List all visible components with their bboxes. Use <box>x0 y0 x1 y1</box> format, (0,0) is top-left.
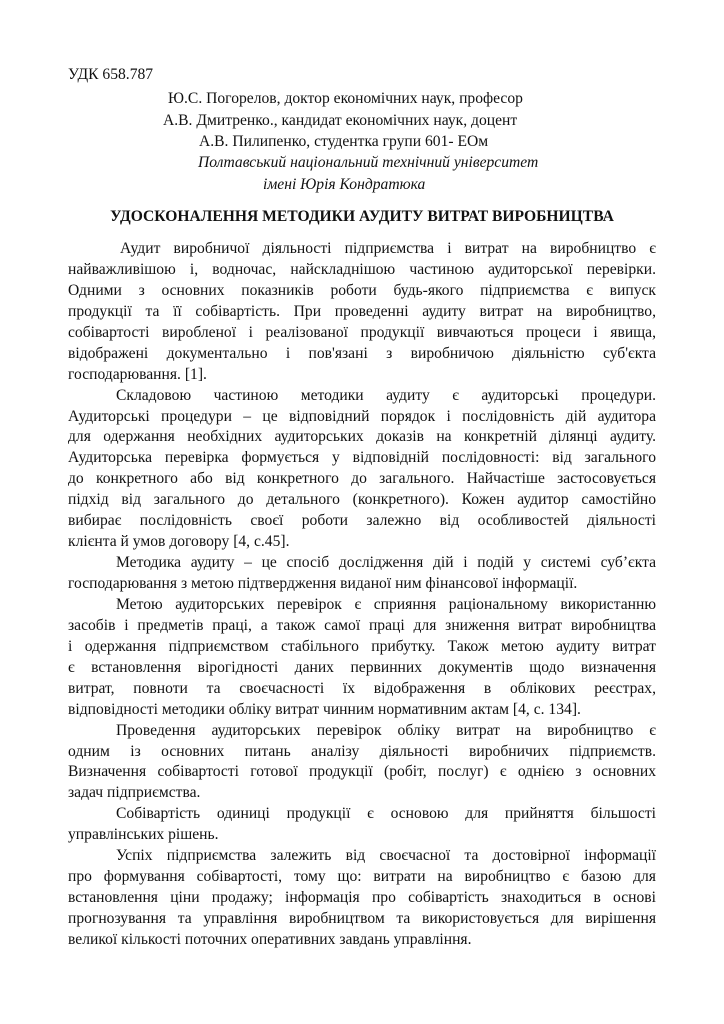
text-line: управлінських рішень. <box>68 826 219 844</box>
udk-code: УДК 658.787 <box>68 66 154 83</box>
text-line: є встановлення вірогідності даних первинних документів щодо визначення <box>68 658 656 676</box>
text-line: підхід від загального до детального (конкретного). Кожен аудитор самостійно <box>68 491 656 509</box>
text-line: Аудиторська перевірка формується у відповідній послідовності: від загального <box>68 449 656 467</box>
text-line: засобів і предметів праці, а також самої праці для зниження витрат виробництва <box>68 616 656 634</box>
article-title: УДОСКОНАЛЕННЯ МЕТОДИКИ АУДИТУ ВИТРАТ ВИРОБНИЦТВА <box>110 208 614 225</box>
text-line: господарювання з метою підтвердження виданої ним фінансової інформації. <box>68 575 578 592</box>
paragraph <box>68 239 656 386</box>
affiliation-line: імені Юрія Кондратюка <box>263 176 426 193</box>
paragraph <box>68 553 656 595</box>
article-body <box>68 239 656 951</box>
paragraph <box>68 386 656 554</box>
text-line: Методика аудиту – це спосіб дослідження дій і подій у системі суб’єкта <box>116 554 656 572</box>
text-line: Успіх підприємства залежить від своєчасної та достовірної інформації <box>116 847 656 865</box>
text-line: господарювання. [1]. <box>68 365 207 383</box>
text-line: Складовою частиною методики аудиту є аудиторські процедури. <box>116 386 656 404</box>
text-line: Собівартість одиниці продукції є основою для прийняття більшості <box>116 805 656 823</box>
text-line: до конкретного або від конкретного до загального. Найчастіше застосовується <box>68 470 656 488</box>
text-line: Одними з основних показників роботи будь-якого підприємства є випуск <box>68 281 656 299</box>
text-line: одним із основних питань аналізу діяльності виробничих підприємств. <box>68 742 656 760</box>
text-line: Аудиторські процедури – це відповідний порядок і послідовність дій аудитора <box>68 407 656 425</box>
author-line: А.В. Дмитренко., кандидат економічних наук, доцент <box>163 112 518 129</box>
paragraph <box>68 804 656 846</box>
text-line: і одержання підприємством стабільного прибутку. Також метою аудиту витрат <box>68 637 656 655</box>
paragraph <box>68 721 656 805</box>
text-line: клієнта й умов договору [4, с.45]. <box>68 533 290 551</box>
text-line: Визначення собівартості готової продукції (робіт, послуг) є однією з основних <box>68 763 656 781</box>
text-line: про формування собівартості, тому що: витрати на виробництво є базою для <box>68 868 656 886</box>
paragraph <box>68 846 656 951</box>
text-line: собівартості виробленої і реалізованої продукції вивчаються процеси і явища, <box>68 323 656 341</box>
text-line: Проведення аудиторських перевірок обліку витрат на виробництво є <box>116 721 656 739</box>
text-line: Метою аудиторських перевірок є сприяння раціональному використанню <box>116 595 656 613</box>
text-line: продукції та її собівартість. При проведенні аудиту витрат на виробництво, <box>68 302 656 320</box>
text-line: витрат, повноти та своєчасності їх відображення в облікових реєстрах, <box>68 679 656 697</box>
text-line: великої кількості поточних оперативних завдань управління. <box>68 930 472 948</box>
text-line: відображені документально і пов'язані з виробничою діяльністю суб'єкта <box>68 344 656 362</box>
text-line: Аудит виробничої діяльності підприємства і витрат на виробництво є <box>120 240 656 257</box>
text-line: прогнозування та управління виробництвом та використовується для вирішення <box>68 910 656 927</box>
text-line: найважливішою і, водночас, найскладнішою частиною аудиторської перевірки. <box>68 260 656 278</box>
text-line: для одержання необхідних аудиторських доказів на конкретній ділянці аудиту. <box>68 428 656 446</box>
author-line: А.В. Пилипенко, студентка групи 601- ЕОм <box>199 133 489 150</box>
text-line: відповідності методики обліку витрат чинним нормативним актам [4, с. 134]. <box>68 700 581 718</box>
text-line: встановлення ціни продажу; інформація про собівартість знаходиться в основі <box>68 889 656 907</box>
paragraph <box>68 595 656 721</box>
text-line: вибирає послідовність своєї роботи залежно від особливостей діяльності <box>68 512 656 530</box>
affiliation-line: Полтавський національний технічний університет <box>198 154 539 171</box>
text-line: задач підприємства. <box>68 784 201 802</box>
author-line: Ю.С. Погорелов, доктор економічних наук, професор <box>168 90 523 107</box>
